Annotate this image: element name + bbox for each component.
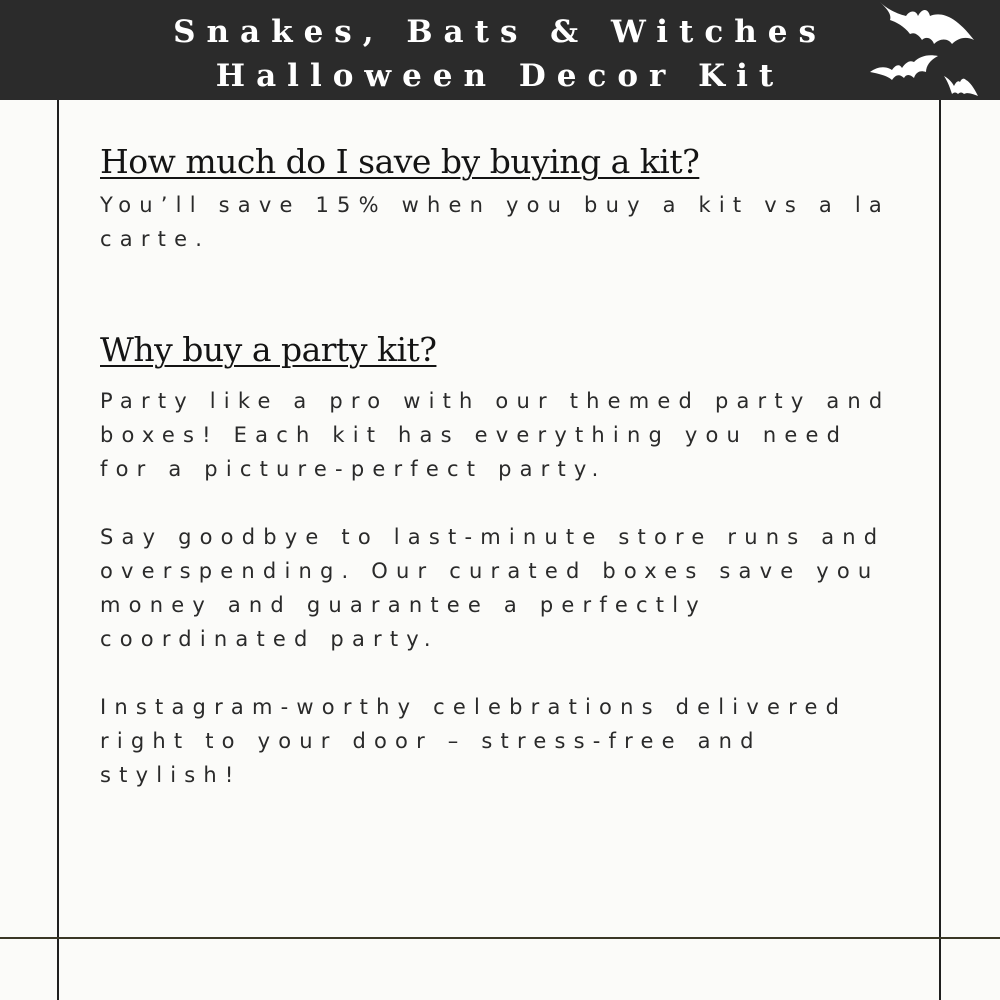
bats-icon bbox=[870, 0, 1000, 100]
faq-answer-why-kit-3: Instagram-worthy celebrations delivered right to your door – stress-free and stylish! bbox=[100, 695, 848, 787]
faq-answer-why-kit-2: Say goodbye to last-minute store runs and overspending. Our curated boxes save you money and guarantee a perfectly coordinated party. bbox=[100, 525, 886, 651]
page-title bbox=[0, 10, 1000, 98]
faq-content bbox=[100, 140, 900, 792]
faq-answer-savings: You’ll save 15% when you buy a kit vs a la carte. bbox=[100, 193, 890, 251]
right-border-line bbox=[939, 100, 941, 1000]
bottom-border-line bbox=[0, 937, 1000, 939]
faq-heading-why-kit: Why buy a party kit? bbox=[100, 330, 437, 369]
left-border-line bbox=[57, 100, 59, 1000]
header-banner bbox=[0, 0, 1000, 100]
title-line-2: Halloween Decor Kit bbox=[215, 58, 785, 94]
title-line-1: Snakes, Bats & Witches bbox=[173, 14, 827, 50]
faq-answer-why-kit-1: Party like a pro with our themed party and boxes! Each kit has everything you need for a picture-perfect party. bbox=[100, 389, 891, 481]
faq-heading-savings: How much do I save by buying a kit? bbox=[100, 142, 700, 181]
